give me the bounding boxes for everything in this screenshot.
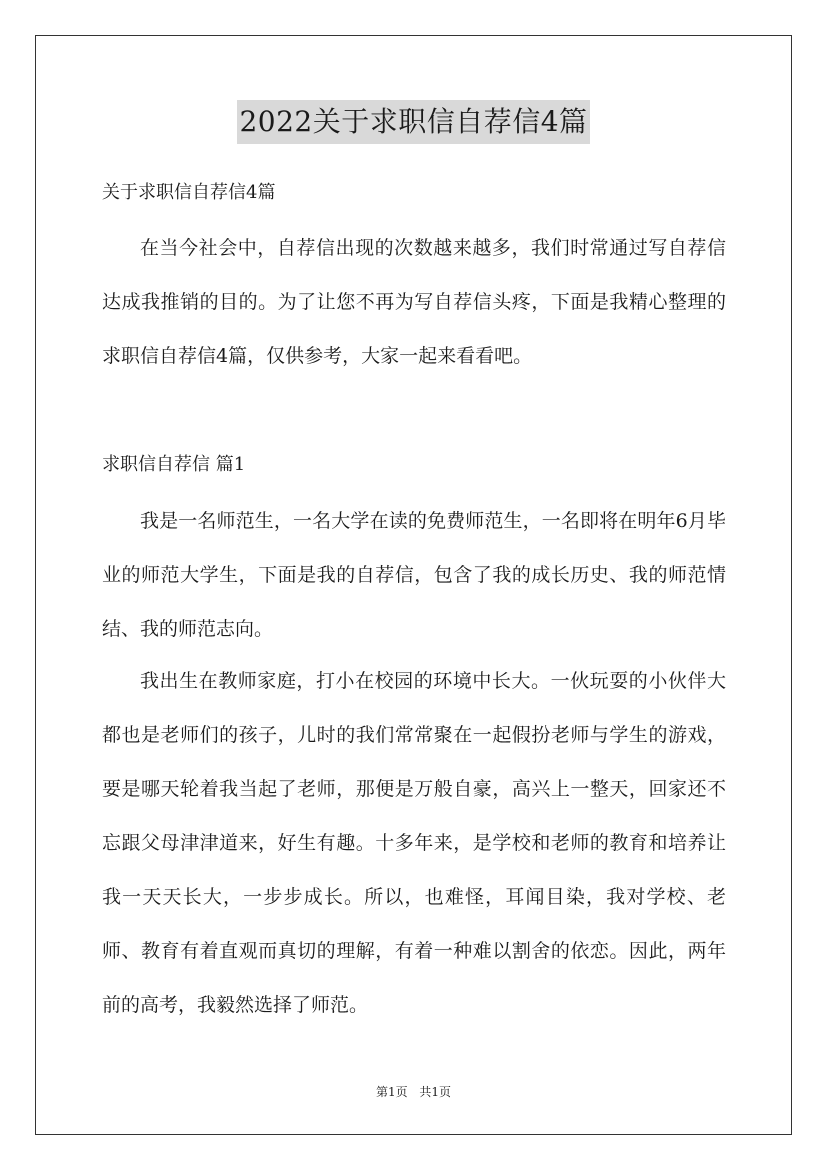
- page-number: 第1页: [375, 1085, 408, 1099]
- body-paragraph: 我出生在教师家庭，打小在校园的环境中长大。一伙玩耍的小伙伴大都也是老师们的孩子，儿时的我们常常聚在一起假扮老师与学生的游戏，要是哪天轮着我当起了老师，那便是万般自豪，高兴上一整天，回家还不忘跟父母津津道来，好生有趣。十多年来，是学校和老师的教育和培养让我一天天长大，一步步成长。所以，也难怪，耳闻目染，我对学校、老师、教育有着直观而真切的理解，有着一种难以割舍的依恋。因此，两年前的高考，我毅然选择了师范。: [102, 670, 726, 1016]
- intro-paragraph: 在当今社会中，自荐信出现的次数越来越多，我们时常通过写自荐信达成我推销的目的。为了让您不再为写自荐信头疼，下面是我精心整理的求职信自荐信4篇，仅供参考，大家一起来看看吧。: [102, 237, 726, 367]
- page-footer: [0, 1083, 827, 1101]
- body-paragraph: 我是一名师范生，一名大学在读的免费师范生，一名即将在明年6月毕业的师范大学生，下面是我的自荐信，包含了我的成长历史、我的师范情结、我的师范志向。: [102, 510, 726, 640]
- title-container: [0, 100, 827, 144]
- document-subtitle: 关于求职信自荐信4篇: [102, 182, 276, 203]
- page-total: 共1页: [419, 1085, 452, 1099]
- section-heading: 求职信自荐信 篇1: [102, 454, 246, 475]
- document-title: 2022关于求职信自荐信4篇: [237, 100, 589, 144]
